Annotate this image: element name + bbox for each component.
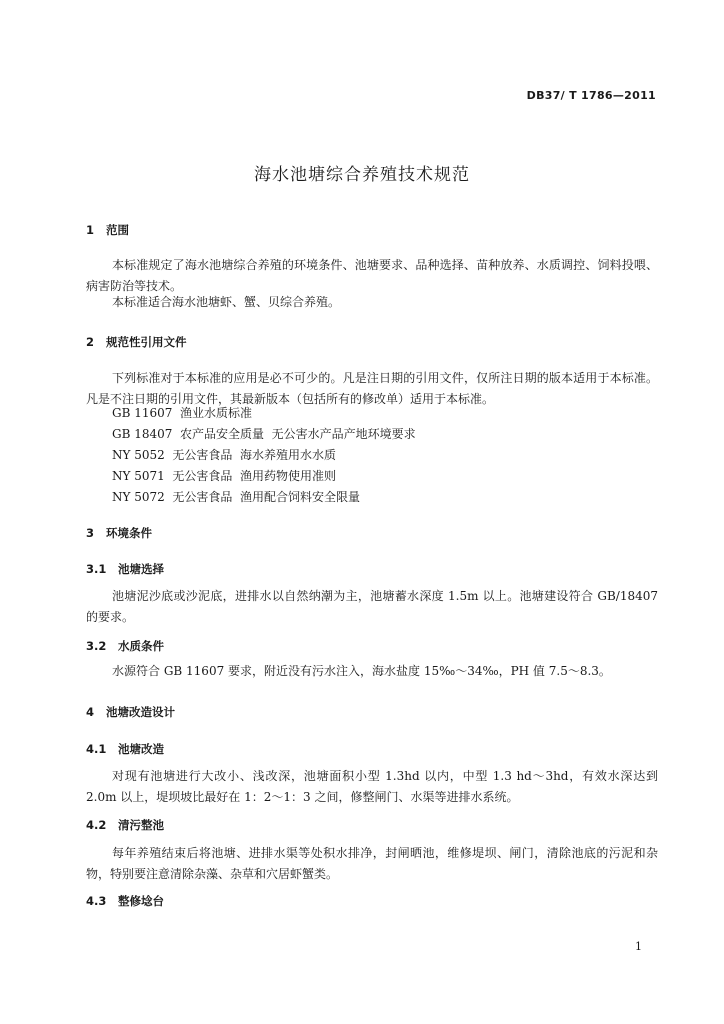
document-title: 海水池塘综合养殖技术规范 — [254, 165, 470, 185]
section-3-2-paragraph: 水源符合 GB 11607 要求，附近没有污水注入，海水盐度 15‰～34‰，PH 值 7.5～8.3。 — [112, 664, 611, 678]
section-4-3-heading — [86, 893, 164, 909]
subsection-title: 清污整池 — [118, 818, 164, 832]
reference-item: GB 11607 渔业水质标准 — [112, 406, 253, 420]
section-1-heading — [86, 222, 129, 238]
reference-item: NY 5072 无公害食品 渔用配合饲料安全限量 — [112, 490, 361, 504]
reference-item: NY 5071 无公害食品 渔用药物使用准则 — [112, 469, 337, 483]
section-1-paragraph-1: 本标准规定了海水池塘综合养殖的环境条件、池塘要求、品种选择、苗种放养、水质调控、饲料投喂、病害防治等技术。 — [86, 258, 658, 293]
reference-list — [112, 403, 416, 508]
section-number: 1 — [86, 223, 95, 237]
section-title: 范围 — [106, 223, 129, 237]
subsection-title: 池塘选择 — [118, 562, 164, 576]
section-3-2-heading — [86, 638, 164, 654]
section-title: 环境条件 — [106, 526, 152, 540]
reference-item: GB 18407 农产品安全质量 无公害水产品产地环境要求 — [112, 427, 416, 441]
subsection-title: 整修埝台 — [118, 894, 164, 908]
subsection-number: 4.1 — [86, 742, 107, 756]
section-title: 规范性引用文件 — [106, 335, 187, 349]
subsection-title: 池塘改造 — [118, 742, 164, 756]
section-number: 4 — [86, 705, 95, 719]
section-2-paragraph: 下列标准对于本标准的应用是必不可少的。凡是注日期的引用文件，仅所注日期的版本适用于本标准。凡是不注日期的引用文件，其最新版本（包括所有的修改单）适用于本标准。 — [86, 371, 658, 406]
subsection-number: 3.2 — [86, 639, 107, 653]
section-number: 3 — [86, 526, 95, 540]
standard-code: DB37/ T 1786—2011 — [526, 89, 656, 102]
section-4-2-paragraph: 每年养殖结束后将池塘、进排水渠等处积水排净，封闸晒池，维修堤坝、闸门，清除池底的污泥和杂物，特别要注意清除杂藻、杂草和穴居虾蟹类。 — [86, 846, 658, 881]
section-3-heading — [86, 525, 152, 541]
subsection-number: 3.1 — [86, 562, 107, 576]
section-3-1-heading — [86, 561, 164, 577]
section-4-1-paragraph: 对现有池塘进行大改小、浅改深，池塘面积小型 1.3hd 以内，中型 1.3 hd～3hd，有效水深达到 2.0m 以上，堤坝坡比最好在 1：2～1：3 之间，修整闸门、水渠等进排水系统。 — [86, 769, 658, 804]
page-number: 1 — [635, 940, 642, 953]
section-2-heading — [86, 334, 187, 350]
subsection-number: 4.3 — [86, 894, 107, 908]
section-4-2-heading — [86, 817, 164, 833]
reference-item: NY 5052 无公害食品 海水养殖用水水质 — [112, 448, 337, 462]
section-title: 池塘改造设计 — [106, 705, 175, 719]
section-1-paragraph-2: 本标准适合海水池塘虾、蟹、贝综合养殖。 — [112, 295, 341, 309]
subsection-title: 水质条件 — [118, 639, 164, 653]
section-number: 2 — [86, 335, 95, 349]
section-3-1-paragraph: 池塘泥沙底或沙泥底，进排水以自然纳潮为主，池塘蓄水深度 1.5m 以上。池塘建设符合 GB/18407 的要求。 — [86, 589, 658, 624]
section-4-1-heading — [86, 741, 164, 757]
subsection-number: 4.2 — [86, 818, 107, 832]
section-4-heading — [86, 704, 175, 720]
